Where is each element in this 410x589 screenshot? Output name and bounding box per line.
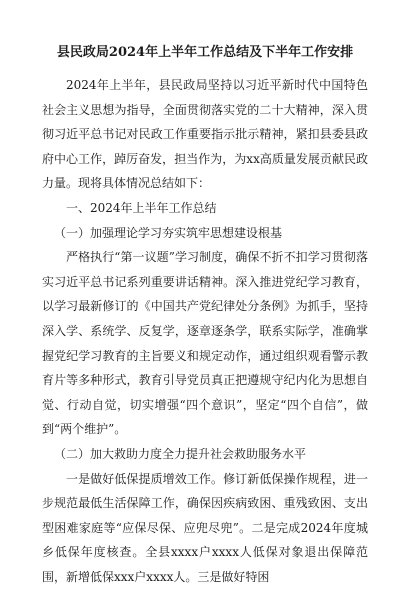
- section-heading: 一、2024年上半年工作总结: [42, 196, 368, 221]
- subsection-heading-1: （一）加强理论学习夯实筑牢思想建设根基: [42, 221, 368, 246]
- subsection-heading-2: （二）加大救助力度全力提升社会救助服务水平: [42, 442, 368, 467]
- subsection-body-2: 一是做好低保提质增效工作。修订新低保操作规程，进一步规范最低生活保障工作，确保因疾病致困、重残致困、支出型困难家庭等“应保尽保、应兜尽兜”。二是完成2024年度城乡低保年度核查。全县xxxx户xxxx人低保对象退出保障范围，新增低保xxx户xxxx人。三是做好特困: [42, 467, 368, 589]
- intro-paragraph: 2024年上半年，县民政局坚持以习近平新时代中国特色社会主义思想为指导，全面贯彻落实党的二十大精神，深入贯彻习近平总书记对民政工作重要指示批示精神，紧扣县委县政府中心工作，踔厉奋发，担当作为，为xx高质量发展贡献民政力量。现将具体情况总结如下：: [42, 73, 368, 196]
- document-title: 县民政局2024年上半年工作总结及下半年工作安排: [42, 44, 368, 62]
- subsection-body-1: 严格执行“第一议题”学习制度，确保不折不扣学习贯彻落实习近平总书记系列重要讲话精神。深入推进党纪学习教育，以学习最新修订的《中国共产党纪律处分条例》为抓手，坚持深入学、系统学、反复学，逐章逐条学，联系实际学，准确掌握党纪学习教育的主旨要义和规定动作，通过组织观看警示教育片等多种形式，教育引导党员真正把遵规守纪内化为思想自觉、行动自觉，切实增强“四个意识”，坚定“四个自信”，做到“两个维护”。: [42, 245, 368, 442]
